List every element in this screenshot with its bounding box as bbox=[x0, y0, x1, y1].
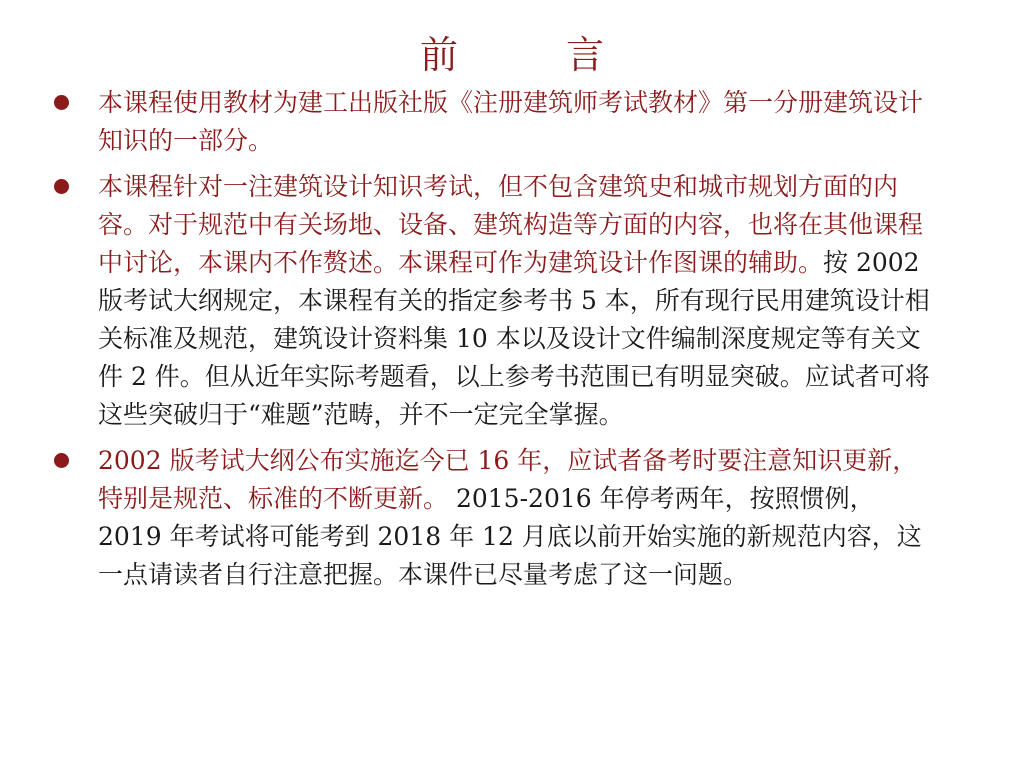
highlighted-text: 本课程使用教材为建工出版社版《注册建筑师考试教材》第一分册建筑设计知识的一部分。 bbox=[98, 88, 924, 155]
page-title: 前 言 bbox=[419, 33, 653, 77]
list-item bbox=[40, 168, 960, 434]
body-text: 按 2002 版考试大纲规定，本课程有关的指定参考书 5 本，所有现行民用建筑设计相关标准及规范，建筑设计资料集 10 本以及设计文件编制深度规定等有关文件 2 件。但从近年实际考题看，以上参考书范围已有明显突破。应试者可将这些突破归于“难题”范畴，并不一定完全掌握。 bbox=[98, 248, 930, 429]
bullet-dot-icon bbox=[54, 453, 69, 468]
bullet-dot-icon bbox=[54, 179, 69, 194]
list-item bbox=[40, 442, 960, 594]
highlighted-text: 2002 版考试大纲公布实施迄今已 16 年，应试者备考时要注意知识更新，特别是规范、标准的不断更新。 bbox=[98, 446, 918, 513]
bullet-list bbox=[40, 84, 960, 602]
list-item-text bbox=[98, 442, 938, 594]
bullet-dot-icon bbox=[54, 95, 69, 110]
body-text: 2015-2016 年停考两年，按照惯例， 2019 年考试将可能考到 2018 年 12 月底以前开始实施的新规范内容，这一点请读者自行注意把握。本课件已尽量考虑了这一问题。 bbox=[98, 484, 922, 589]
list-item bbox=[40, 84, 960, 160]
highlighted-text: 本课程针对一注建筑设计知识考试，但不包含建筑史和城市规划方面的内容。对于规范中有关场地、设备、建筑构造等方面的内容，也将在其他课程中讨论，本课内不作赘述。本课程可作为建筑设计作图课的辅助。 bbox=[98, 172, 924, 277]
list-item-text bbox=[98, 168, 938, 434]
list-item-text bbox=[98, 84, 938, 160]
